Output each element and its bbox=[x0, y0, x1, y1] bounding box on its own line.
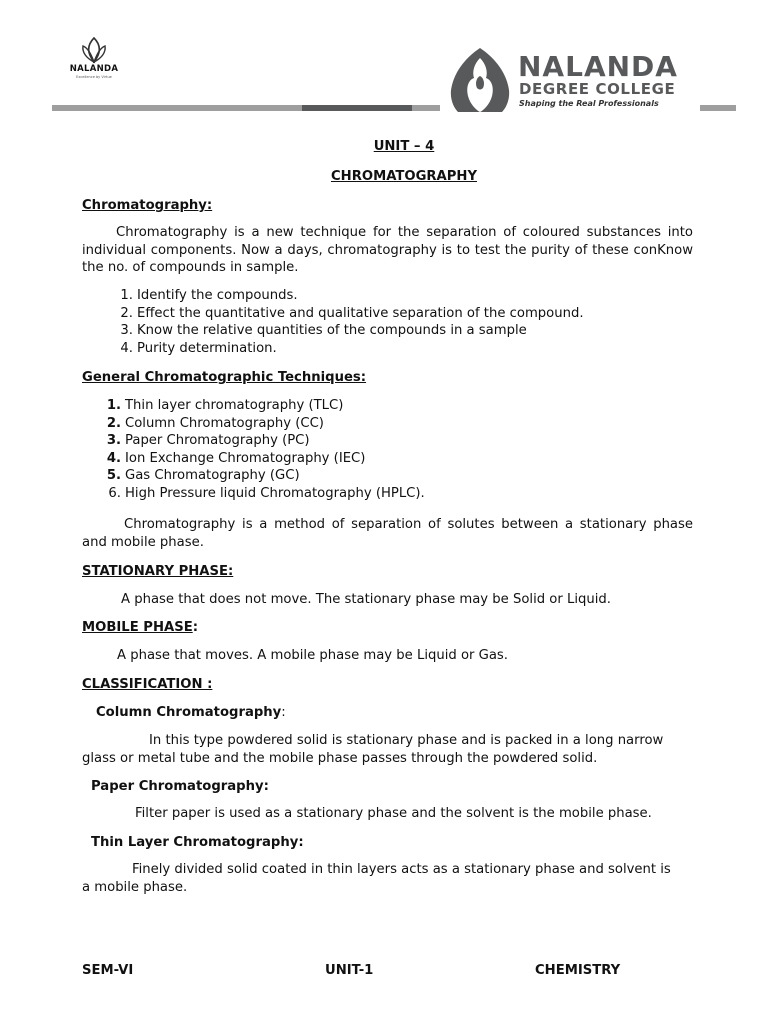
mobile-heading-line: MOBILE PHASE: bbox=[82, 620, 198, 635]
list-item: 2. Effect the quantitative and qualitative separation of the compound. bbox=[120, 305, 584, 321]
list-item: 2. Column Chromatography (CC) bbox=[106, 415, 324, 431]
list-item: 5. Gas Chromatography (GC) bbox=[106, 468, 300, 484]
column-text: In this type powdered solid is stationary phase and is packed in a long narrow glass or metal tube and the mobile phase passes through the powdered solid. bbox=[82, 733, 664, 766]
chromatography-paragraph: Chromatography is a new technique for the separation of coloured substances into individual components. Now a days, chromatography is to test the purity of these conKnow the no. of compounds in sample. bbox=[82, 225, 693, 276]
brand-sub: DEGREE COLLEGE bbox=[519, 80, 676, 98]
techniques-heading: General Chromatographic Techniques: bbox=[82, 370, 367, 385]
techniques-list bbox=[106, 397, 685, 503]
paper-heading: Paper Chromatography: bbox=[91, 779, 269, 794]
method-paragraph: Chromatography is a method of separation of solutes between a stationary phase and mobile phase. bbox=[82, 517, 693, 550]
chromatography-heading: Chromatography: bbox=[82, 198, 213, 213]
classification-heading: CLASSIFICATION : bbox=[82, 677, 213, 692]
small-logo-tagline: Excellence by Virtue bbox=[76, 75, 112, 79]
chapter-title: CHROMATOGRAPHY bbox=[330, 169, 478, 184]
mobile-heading: MOBILE PHASE bbox=[82, 620, 193, 635]
header-bar-light-end bbox=[412, 105, 440, 111]
paper-text: Filter paper is used as a stationary phase and the solvent is the mobile phase. bbox=[135, 806, 652, 821]
header-bar-right bbox=[700, 105, 736, 111]
column-heading-line: Column Chromatography: bbox=[96, 705, 286, 720]
tlc-text: Finely divided solid coated in thin layers acts as a stationary phase and solvent is a mobile phase. bbox=[82, 862, 671, 895]
buddha-emblem-icon bbox=[448, 46, 512, 112]
unit-title: UNIT – 4 bbox=[373, 139, 435, 154]
college-logo bbox=[448, 46, 678, 112]
header-bar-light bbox=[52, 105, 302, 111]
small-logo-text: NALANDA bbox=[69, 64, 119, 74]
list-item: 4. Ion Exchange Chromatography (IEC) bbox=[106, 450, 366, 466]
small-logo bbox=[64, 36, 124, 82]
header-bar-dark bbox=[302, 105, 412, 111]
list-item: 1. Thin layer chromatography (TLC) bbox=[106, 398, 344, 413]
stationary-text: A phase that does not move. The stationary phase may be Solid or Liquid. bbox=[121, 592, 611, 607]
column-heading: Column Chromatography bbox=[96, 705, 282, 720]
list-item: 4. Purity determination. bbox=[120, 340, 277, 356]
tlc-heading: Thin Layer Chromatography: bbox=[91, 835, 304, 850]
footer-subject: CHEMISTRY bbox=[535, 963, 621, 978]
lotus-emblem-icon bbox=[64, 36, 124, 66]
uses-list bbox=[120, 287, 697, 357]
stationary-heading: STATIONARY PHASE: bbox=[82, 564, 234, 579]
brand-name: NALANDA bbox=[518, 50, 678, 83]
list-item: 3. Know the relative quantities of the compounds in a sample bbox=[120, 323, 527, 339]
mobile-text: A phase that moves. A mobile phase may be Liquid or Gas. bbox=[117, 648, 508, 663]
footer-semester: SEM-VI bbox=[82, 963, 134, 978]
list-item: 3. Paper Chromatography (PC) bbox=[106, 433, 310, 449]
footer-unit: UNIT-1 bbox=[325, 963, 374, 978]
brand-tagline: Shaping the Real Professionals bbox=[519, 99, 659, 108]
list-item: 6. High Pressure liquid Chromatography (HPLC). bbox=[108, 485, 425, 501]
list-item: 1. Identify the compounds. bbox=[120, 288, 298, 303]
